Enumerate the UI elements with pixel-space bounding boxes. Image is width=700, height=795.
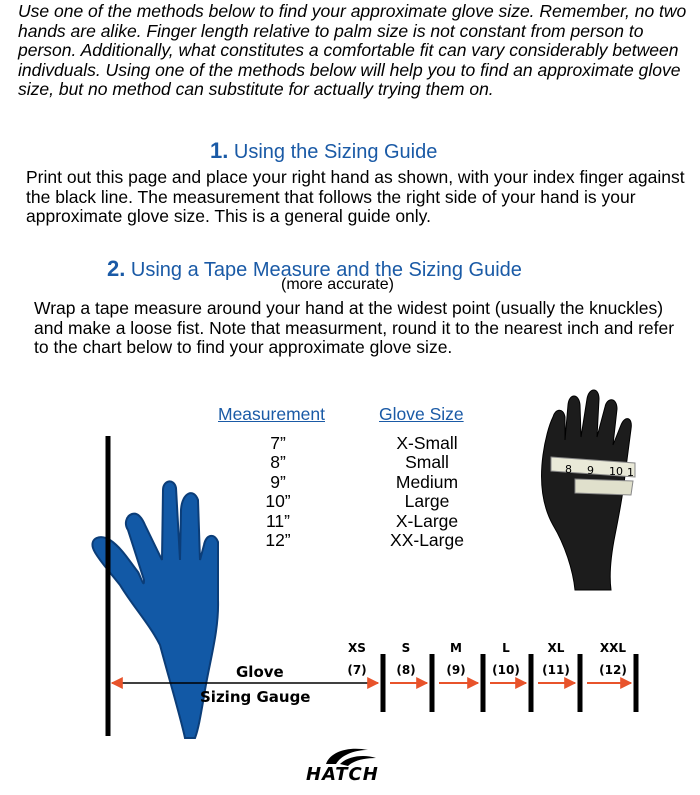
size-cell: X-Large [395,510,459,531]
gauge-size-num: (11) [542,663,570,677]
gauge-size-num: (8) [396,663,416,677]
intro-text: Use one of the methods below to find your approximate glove size. Remember, no two hands are alike. Finger length relative to palm size is not constant from person to person. Additionally, what constitutes a comfortable fit can vary considerably between indivduals. Using one of the methods below will help you to find an approximate glove size, but no method can substitute for actually trying them on. [18,1,687,99]
gauge-size-code: S [401,641,411,655]
glove-size-header: Glove Size [379,404,464,424]
section2-title: Using a Tape Measure and the Sizing Guide [130,259,522,281]
section1-heading [210,138,437,164]
gauge-label-line1: Glove [236,663,284,681]
measurement-header: Measurement [218,404,325,424]
sizing-gauge-ruler [0,650,700,730]
gauge-size-code: XXL [599,641,627,655]
tape-band-lower [575,479,633,495]
tape-number: 10 [609,465,623,478]
tape-number: 9 [587,464,594,477]
measurement-cell: 12” [265,529,291,550]
tape-number: 1 [627,466,634,479]
size-cell: Medium [395,471,459,492]
tape-measure-photo [535,385,665,595]
measurement-cell: 11” [266,510,290,531]
section2-note: (more accurate) [281,276,394,293]
gauge-size-num: (9) [446,663,466,677]
section1-title: Using the Sizing Guide [233,141,438,163]
gauge-size-code: XL [547,641,565,655]
tape-number: 8 [565,463,572,476]
section2-body: Wrap a tape measure around your hand at the widest point (usually the knuckles) and make a loose fist. Note that measurment, round it to the nearest inch and refer to the chart below to find your approximate glove size. [34,298,675,357]
glove-size-column [370,434,484,550]
section1-number: 1. [210,138,229,163]
gauge-size-code: XS [348,641,366,655]
measurement-cell: 9” [270,471,286,492]
measurement-cell: 8” [270,452,286,473]
gauge-size-num: (7) [347,663,367,677]
measurement-cell: 10” [265,491,291,512]
size-cell: X-Small [396,433,458,453]
gauge-size-code: L [502,641,510,655]
gauge-size-num: (12) [599,663,627,677]
measurement-cell: 7” [270,433,286,453]
size-cell: Small [405,452,449,473]
gauge-size-code: M [450,641,462,655]
size-cell: XX-Large [390,529,464,550]
size-cell: Large [404,491,450,512]
gauge-size-num: (10) [492,663,520,677]
gauge-label-line2: Sizing Gauge [200,688,311,706]
hatch-logo-text: HATCH [306,764,379,785]
section1-body: Print out this page and place your right hand as shown, with your index finger against the black line. The measurement that follows the right side of your hand is your approximate glove size. This is a general guide only. [26,167,685,226]
section2-number: 2. [107,256,126,281]
